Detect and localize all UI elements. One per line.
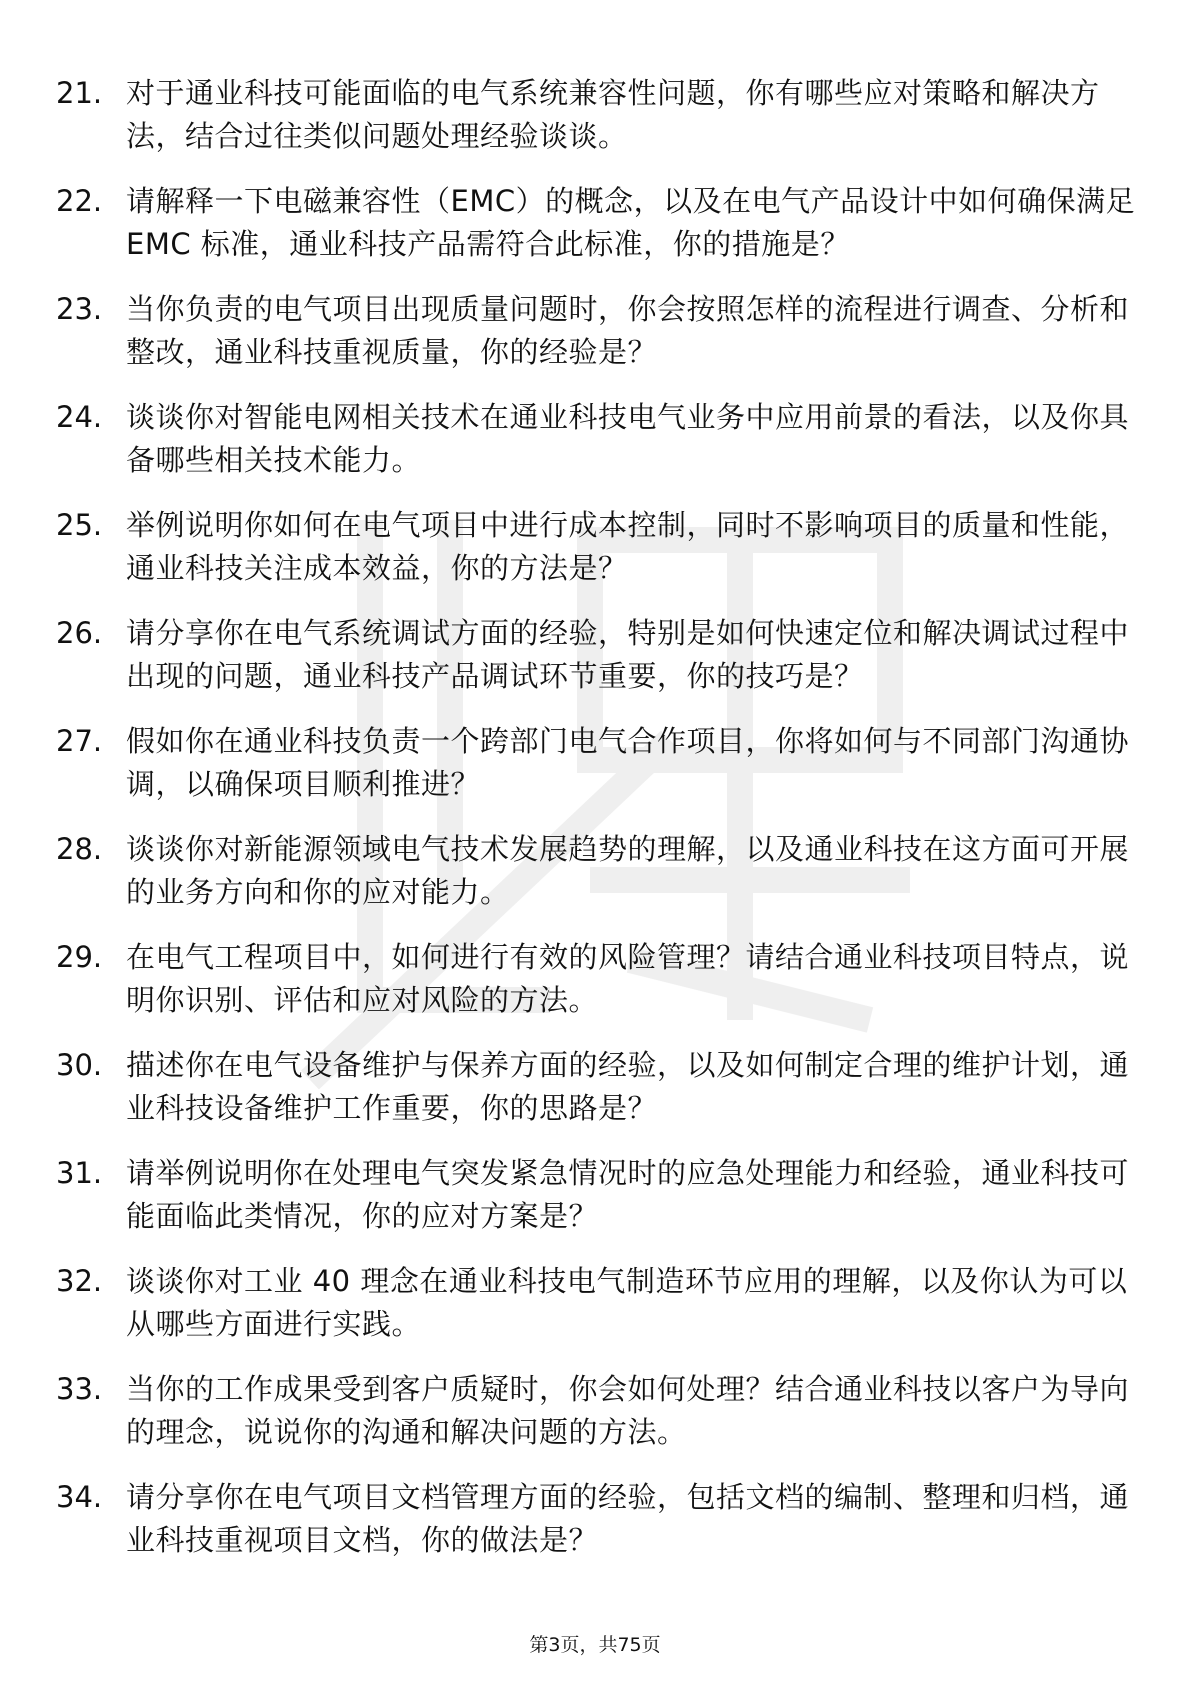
question-item <box>56 288 1146 374</box>
question-item <box>56 180 1146 266</box>
question-number: 21. <box>56 76 103 110</box>
question-number: 22. <box>56 184 103 218</box>
question-text: 谈谈你对智能电网相关技术在通业科技电气业务中应用前景的看法，以及你具备哪些相关技术能力。 <box>126 400 1130 477</box>
question-number: 29. <box>56 940 103 974</box>
question-number: 28. <box>56 832 103 866</box>
question-text: 对于通业科技可能面临的电气系统兼容性问题，你有哪些应对策略和解决方法，结合过往类似问题处理经验谈谈。 <box>126 76 1100 153</box>
question-item <box>56 1260 1146 1346</box>
question-text: 当你的工作成果受到客户质疑时，你会如何处理？结合通业科技以客户为导向的理念，说说你的沟通和解决问题的方法。 <box>126 1372 1130 1449</box>
page-footer: 第3页，共75页 <box>529 1634 661 1656</box>
question-text: 谈谈你对工业 40 理念在通业科技电气制造环节应用的理解，以及你认为可以从哪些方面进行实践。 <box>126 1264 1128 1341</box>
question-text: 请举例说明你在处理电气突发紧急情况时的应急处理能力和经验，通业科技可能面临此类情况，你的应对方案是？ <box>126 1156 1130 1233</box>
question-number: 27. <box>56 724 103 758</box>
question-number: 26. <box>56 616 103 650</box>
question-number: 23. <box>56 292 103 326</box>
question-text: 当你负责的电气项目出现质量问题时，你会按照怎样的流程进行调查、分析和整改，通业科技重视质量，你的经验是？ <box>126 292 1130 369</box>
question-item <box>56 612 1146 698</box>
question-item <box>56 936 1146 1022</box>
question-text: 假如你在通业科技负责一个跨部门电气合作项目，你将如何与不同部门沟通协调，以确保项目顺利推进？ <box>126 724 1130 801</box>
question-text: 请分享你在电气项目文档管理方面的经验，包括文档的编制、整理和归档，通业科技重视项目文档，你的做法是？ <box>126 1480 1130 1557</box>
question-item <box>56 396 1146 482</box>
question-text: 在电气工程项目中，如何进行有效的风险管理？请结合通业科技项目特点，说明你识别、评估和应对风险的方法。 <box>126 940 1130 1017</box>
question-item <box>56 828 1146 914</box>
question-item <box>56 1476 1146 1562</box>
question-list <box>56 72 1146 1584</box>
question-text: 请解释一下电磁兼容性（EMC）的概念，以及在电气产品设计中如何确保满足 EMC 标准，通业科技产品需符合此标准，你的措施是？ <box>126 184 1136 261</box>
question-text: 举例说明你如何在电气项目中进行成本控制，同时不影响项目的质量和性能，通业科技关注成本效益，你的方法是？ <box>126 508 1130 585</box>
question-item <box>56 504 1146 590</box>
question-number: 24. <box>56 400 103 434</box>
question-number: 30. <box>56 1048 103 1082</box>
question-text: 请分享你在电气系统调试方面的经验，特别是如何快速定位和解决调试过程中出现的问题，通业科技产品调试环节重要，你的技巧是？ <box>126 616 1130 693</box>
question-item <box>56 1044 1146 1130</box>
question-item <box>56 72 1146 158</box>
question-number: 34. <box>56 1480 103 1514</box>
question-text: 描述你在电气设备维护与保养方面的经验，以及如何制定合理的维护计划，通业科技设备维护工作重要，你的思路是？ <box>126 1048 1130 1125</box>
question-text: 谈谈你对新能源领域电气技术发展趋势的理解，以及通业科技在这方面可开展的业务方向和你的应对能力。 <box>126 832 1130 909</box>
question-number: 25. <box>56 508 103 542</box>
question-number: 32. <box>56 1264 103 1298</box>
question-number: 31. <box>56 1156 103 1190</box>
question-item <box>56 720 1146 806</box>
question-number: 33. <box>56 1372 103 1406</box>
question-item <box>56 1152 1146 1238</box>
question-item <box>56 1368 1146 1454</box>
